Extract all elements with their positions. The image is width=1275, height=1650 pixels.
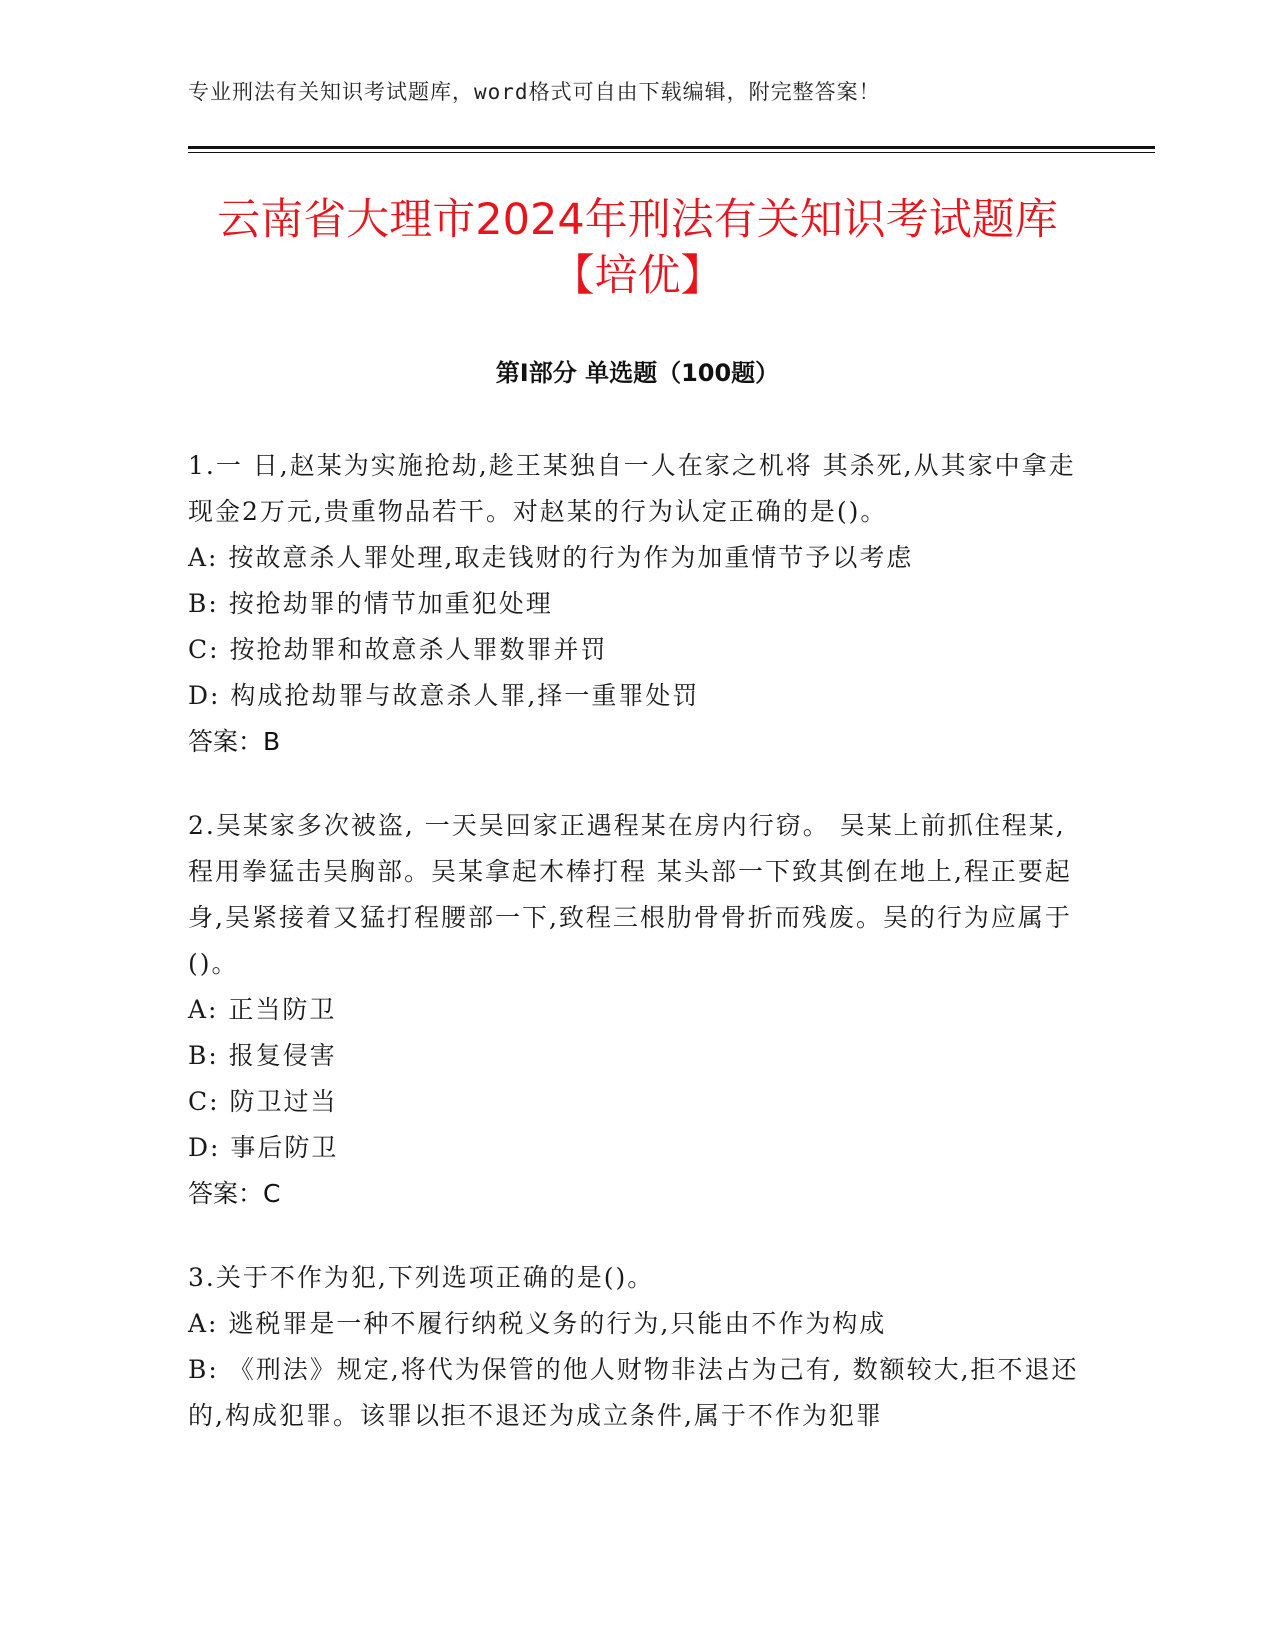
header-divider-thin bbox=[188, 152, 1155, 153]
option-b: B: 报复侵害 bbox=[188, 1041, 337, 1070]
document-title bbox=[150, 192, 1125, 304]
title-line-2: 【培优】 bbox=[551, 251, 724, 301]
answer: 答案：C bbox=[188, 1179, 281, 1208]
option-c: C: 按抢劫罪和故意杀人罪数罪并罚 bbox=[188, 635, 608, 664]
option-b: B: 按抢劫罪的情节加重犯处理 bbox=[188, 589, 553, 618]
option-d: D: 事后防卫 bbox=[188, 1133, 339, 1162]
section-title: 第Ⅰ部分 单选题（100题） bbox=[495, 359, 780, 387]
answer: 答案：B bbox=[188, 727, 281, 756]
question-list bbox=[188, 443, 1088, 1477]
option-a: A: 逃税罪是一种不履行纳税义务的行为,只能由不作为构成 bbox=[188, 1309, 887, 1338]
option-d: D: 构成抢劫罪与故意杀人罪,择一重罪处罚 bbox=[188, 681, 700, 710]
question-3 bbox=[188, 1255, 1088, 1439]
question-stem: 3.关于不作为犯,下列选项正确的是()。 bbox=[188, 1263, 655, 1292]
title-line-1: 云南省大理市2024年刑法有关知识考试题库 bbox=[217, 195, 1058, 245]
question-1 bbox=[188, 443, 1088, 765]
question-stem: 2.吴某家多次被盗, 一天吴回家正遇程某在房内行窃。 吴某上前抓住程某,程用拳猛击吴胸部。吴某拿起木棒打程 某头部一下致其倒在地上,程正要起身,吴紧接着又猛打程腰部一下,致程三根肋骨骨折而残废。吴的行为应属于()。 bbox=[188, 811, 1072, 978]
header-note: 专业刑法有关知识考试题库，word格式可自由下载编辑，附完整答案！ bbox=[188, 80, 881, 104]
question-2 bbox=[188, 803, 1088, 1217]
option-a: A: 按故意杀人罪处理,取走钱财的行为作为加重情节予以考虑 bbox=[188, 543, 914, 572]
option-b: B: 《刑法》规定,将代为保管的他人财物非法占为己有, 数额较大,拒不退还的,构成犯罪。该罪以拒不退还为成立条件,属于不作为犯罪 bbox=[188, 1355, 1079, 1430]
header-divider bbox=[188, 146, 1155, 149]
option-a: A: 正当防卫 bbox=[188, 995, 337, 1024]
question-stem: 1.一 日,赵某为实施抢劫,趁王某独自一人在家之机将 其杀死,从其家中拿走现金2万元,贵重物品若干。对赵某的行为认定正确的是()。 bbox=[188, 451, 1076, 526]
option-c: C: 防卫过当 bbox=[188, 1087, 338, 1116]
